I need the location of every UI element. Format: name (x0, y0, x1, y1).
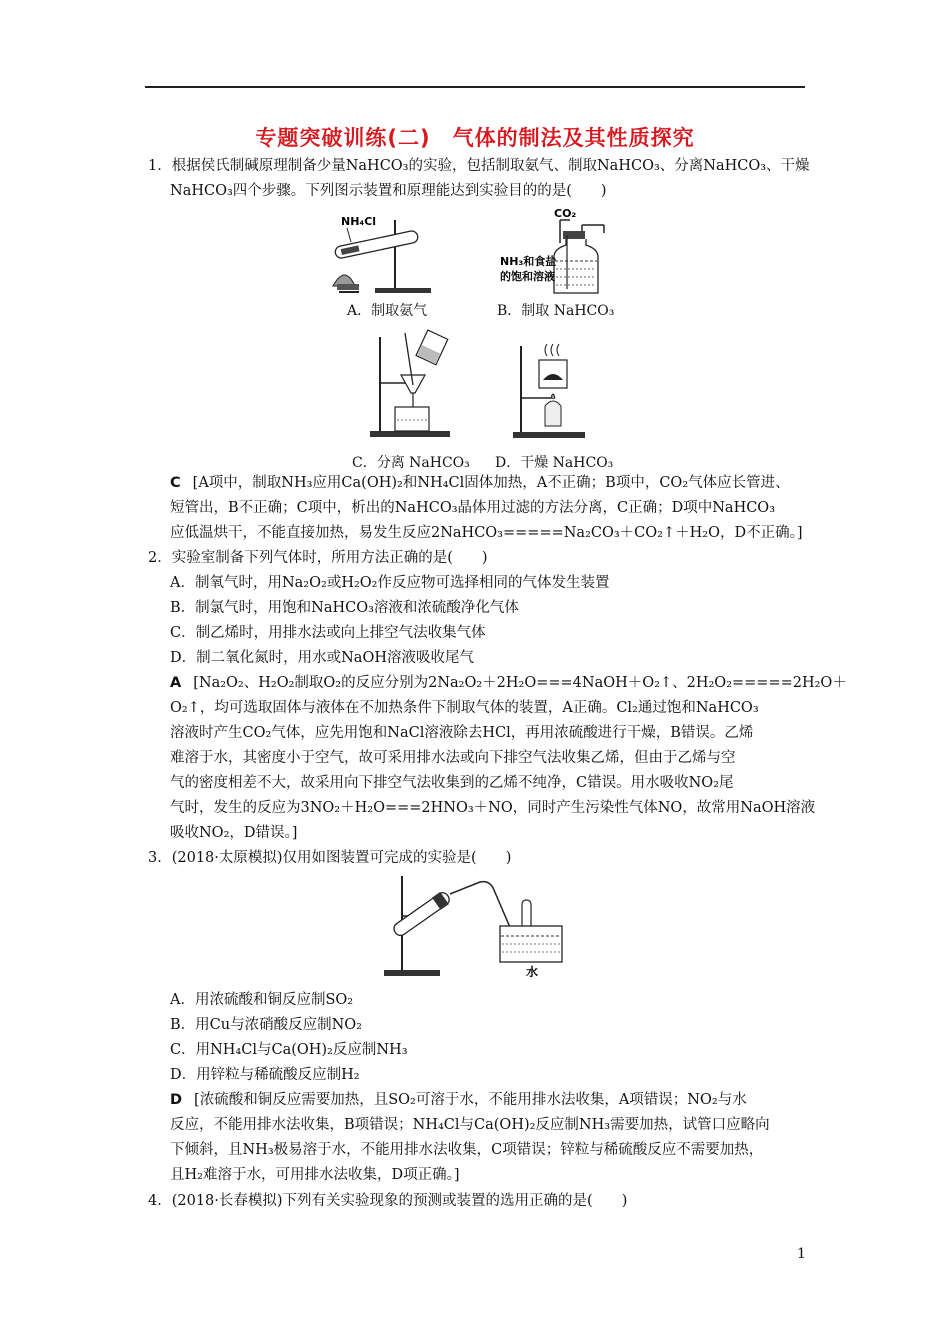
q1-answer: C (170, 475, 181, 491)
q2-option-b: B．制氯气时，用饱和NaHCO₃溶液和浓硫酸净化气体 (170, 600, 519, 616)
figure-b-label-solution1: NH₃和食盐 (500, 255, 557, 268)
q3-stem: 3．(2018·太原模拟)仅用如图装置可完成的实验是( ) (148, 850, 512, 866)
q2-explain-line5: 气的密度相差不大，故采用向下排空气法收集到的乙烯不纯净，C错误。用水吸收NO₂尾 (170, 775, 734, 791)
q2-explain-line1: A [Na₂O₂、H₂O₂制取O₂的反应分别为2Na₂O₂＋2H₂O===4NaOH＋O₂↑、2H₂O₂=====2H₂O＋ (170, 675, 847, 691)
q1-stem-line2: NaHCO₃四个步骤。下列图示装置和原理能达到实验目的的是( ) (170, 183, 607, 199)
caption-d: D．干燥 NaHCO₃ (495, 455, 614, 471)
header-rule (145, 86, 805, 88)
figure-b-label-co2: CO₂ (554, 207, 577, 220)
q2-explain-line6: 气时，发生的反应为3NO₂＋H₂O===2HNO₃＋NO，同时产生污染性气体NO，故常用NaOH溶液 (170, 800, 816, 816)
q2-option-c: C．制乙烯时，用排水法或向上排空气法收集气体 (170, 625, 486, 641)
q2-answer: A (170, 675, 182, 691)
figure-c-filtration (365, 325, 460, 440)
q2-option-a: A．制氧气时，用Na₂O₂或H₂O₂作反应物可选择相同的气体发生装置 (170, 575, 610, 591)
q1-explain-line3: 应低温烘干，不能直接加热，易发生反应2NaHCO₃=====Na₂CO₃＋CO₂↑＋H₂O，D不正确。] (170, 525, 803, 541)
figure-a-label: NH₄Cl (341, 215, 377, 228)
page-title: 专题突破训练(二) 气体的制法及其性质探究 (255, 126, 695, 150)
q3-option-c: C．用NH₄Cl与Ca(OH)₂反应制NH₃ (170, 1042, 408, 1058)
caption-b: B．制取 NaHCO₃ (497, 303, 615, 319)
caption-c: C．分离 NaHCO₃ (352, 455, 470, 471)
figure-q3-apparatus (380, 872, 580, 982)
q3-option-d: D．用锌粒与稀硫酸反应制H₂ (170, 1067, 360, 1083)
q3-answer: D (170, 1092, 183, 1108)
figure-b-gas-bottle (500, 205, 625, 297)
q3-explain-line3: 下倾斜，且NH₃极易溶于水，不能用排水法收集，C项错误；锌粒与稀硫酸反应不需要加热， (170, 1142, 764, 1158)
figure-d-heating (505, 340, 590, 440)
q1-explain-line2: 短管出，B不正确；C项中，析出的NaHCO₃晶体用过滤的方法分离，C正确；D项中NaHCO₃ (170, 500, 776, 516)
q3-explain-line1: D [浓硫酸和铜反应需要加热，且SO₂可溶于水，不能用排水法收集，A项错误；NO₂与水 (170, 1092, 747, 1108)
figure-q3-water-label: 水 (526, 965, 539, 979)
q2-explain-line3: 溶液时产生CO₂气体，应先用饱和NaCl溶液除去HCl，再用浓硫酸进行干燥，B错误。乙烯 (170, 725, 754, 741)
q2-stem: 2．实验室制备下列气体时，所用方法正确的是( ) (148, 550, 488, 566)
q3-explain-line4: 且H₂难溶于水，可用排水法收集，D项正确。] (170, 1167, 460, 1183)
q2-explain-line2: O₂↑，均可选取固体与液体在不加热条件下制取气体的装置，A正确。Cl₂通过饱和NaHCO₃ (170, 700, 759, 716)
q3-explain-line2: 反应，不能用排水法收集，B项错误；NH₄Cl与Ca(OH)₂反应制NH₃需要加热，试管口应略向 (170, 1117, 770, 1133)
q3-option-b: B．用Cu与浓硝酸反应制NO₂ (170, 1017, 362, 1033)
q2-explain-line7: 吸收NO₂，D错误。] (170, 825, 298, 841)
q2-explain-line4: 难溶于水，其密度小于空气，故可采用排水法或向下排空气法收集乙烯，但由于乙烯与空 (170, 750, 736, 766)
caption-a: A．制取氨气 (347, 303, 428, 319)
q1-explain-line1: C [A项中，制取NH₃应用Ca(OH)₂和NH₄Cl固体加热，A不正确；B项中，CO₂气体应长管进、 (170, 475, 790, 491)
figure-a-ammonia-apparatus (325, 208, 435, 296)
q1-stem-line1: 1．根据侯氏制碱原理制备少量NaHCO₃的实验，包括制取氨气、制取NaHCO₃、分离NaHCO₃、干燥 (148, 158, 810, 174)
q4-stem: 4．(2018·长春模拟)下列有关实验现象的预测或装置的选用正确的是( ) (148, 1193, 628, 1209)
q2-option-d: D．制二氧化氮时，用水或NaOH溶液吸收尾气 (170, 650, 474, 666)
page-number: 1 (797, 1246, 806, 1262)
q3-option-a: A．用浓硫酸和铜反应制SO₂ (170, 992, 354, 1008)
figure-b-label-solution2: 的饱和溶液 (500, 270, 555, 283)
